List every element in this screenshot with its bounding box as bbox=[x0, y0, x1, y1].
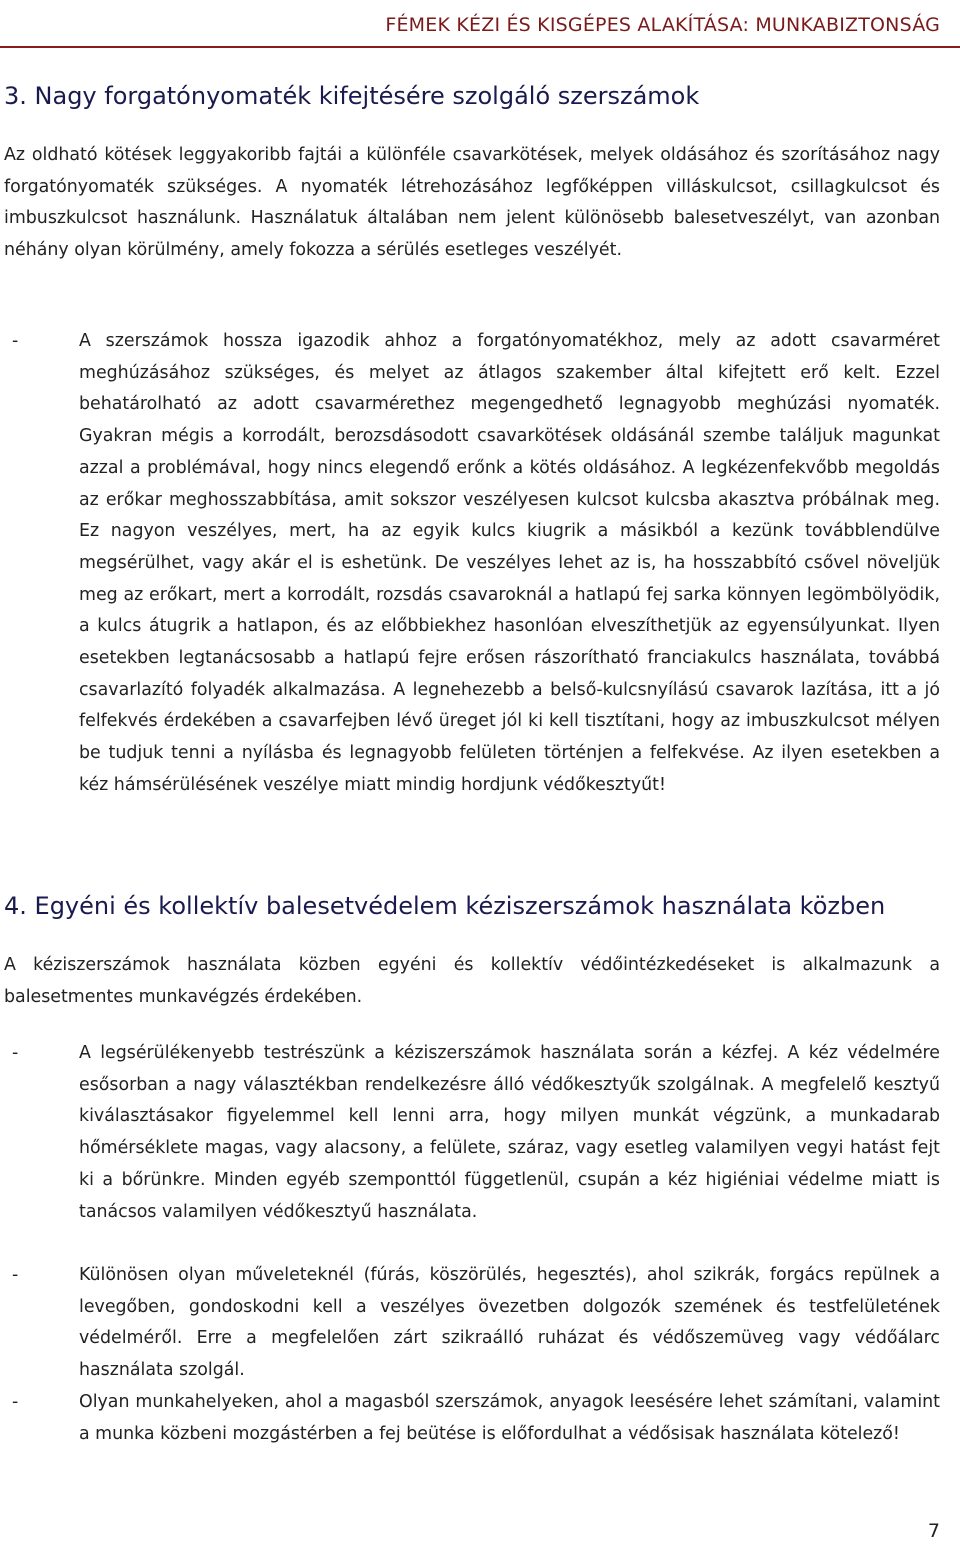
bullet-dash: - bbox=[12, 331, 19, 351]
section-4-title: 4. Egyéni és kollektív balesetvédelem kéziszerszámok használata közben bbox=[4, 892, 886, 920]
bullet-dash: - bbox=[12, 1392, 19, 1412]
bullet-text: Különösen olyan műveleteknél (fúrás, köszörülés, hegesztés), ahol szikrák, forgács repülnek a levegőben, gondoskodni kell a veszélyes övezetben dolgozók szemének és testfelületének védelméről. Erre a megfelelően zárt szikraálló ruházat és védőszemüveg vagy védőálarc használata szolgál. bbox=[79, 1265, 940, 1381]
running-header: FÉMEK KÉZI ÉS KISGÉPES ALAKÍTÁSA: MUNKABIZTONSÁG bbox=[385, 14, 940, 36]
header-rule bbox=[0, 46, 960, 48]
section-3-intro: Az oldható kötések leggyakoribb fajtái a különféle csavarkötések, melyek oldásához és szorításához nagy forgatónyomaték szükséges. A nyomaték létrehozásához legfőképpen villáskulcsot, csillagkulcsot és imbuszkulcsot használunk. Használatuk általában nem jelent különösebb balesetveszélyt, van azonban néhány olyan körülmény, amely fokozza a sérülés esetleges veszélyét. bbox=[4, 145, 940, 261]
bullet-text: A szerszámok hossza igazodik ahhoz a forgatónyomatékhoz, mely az adott csavarméret meghúzásához szükséges, és melyet az átlagos szakember által kifejtett erő kelt. Ezzel behatárolható az adott csavarmérethez megengedhető legnagyobb meghúzási nyomaték. Gyakran mégis a korrodált, berozsdásodott csavarkötések oldásánál szembe találjuk magunkat azzal a problémával, hogy nincs elegendő erőnk a kötés oldásához. A legkézenfekvőbb megoldás az erőkar meghosszabbítása, amit sokszor veszélyesen kulcsot kulcsba akasztva próbálnak meg. Ez nagyon veszélyes, mert, ha az egyik kulcs kiugrik a másikból a kezünk továbblendülve megsérülhet, vagy akár el is eshetünk. De veszélyes lehet az is, ha hosszabbító csővel növeljük meg az erőkart, mert a korrodált, rozsdás csavaroknál a hatlapú fej sarka könnyen legömbölyödik, a kulcs átugrik a hatlapon, és az előbbiekhez hasonlóan elveszíthetjük az egyensúlyunkat. Ilyen esetekben legtanácsosabb a hatlapú fejre erősen rászorítható franciakulcs használata, továbbá csavarlazító folyadék alkalmazása. A legnehezebb a belső-kulcsnyílású csavarok lazítása, itt a jó felfekvés érdekében a csavarfejben lévő üreget jól ki kell tisztítani, hogy az imbuszkulcsot mélyen be tudjuk tenni a nyílásba és legnagyobb felületen történjen a felfekvése. Az ilyen esetekben a kéz hámsérülésének veszélye miatt mindig hordjunk védőkesztyűt! bbox=[79, 331, 940, 795]
bullet-dash: - bbox=[12, 1043, 19, 1063]
section-3-title: 3. Nagy forgatónyomaték kifejtésére szolgáló szerszámok bbox=[4, 82, 700, 110]
bullet-text: A legsérülékenyebb testrészünk a kéziszerszámok használata során a kézfej. A kéz védelmére esősorban a nagy választékban rendelkezésre álló védőkesztyűk szolgálnak. A megfelelő kesztyű kiválasztásakor figyelemmel kell lenni arra, hogy milyen munkát végzünk, a munkadarab hőmérséklete magas, vagy alacsony, a felülete, száraz, vagy esetleg valamilyen vegyi hatást fejt ki a bőrünkre. Minden egyéb szemponttól függetlenül, csupán a kéz higiéniai védelme miatt is tanácsos valamilyen védőkesztyű használata. bbox=[79, 1043, 940, 1222]
bullet-text: Olyan munkahelyeken, ahol a magasból szerszámok, anyagok leesésére lehet számítani, valamint a munka közbeni mozgástérben a fej beütése is előfordulhat a védősisak használata kötelező! bbox=[79, 1392, 940, 1444]
page-number: 7 bbox=[927, 1520, 940, 1542]
section-4-intro: A kéziszerszámok használata közben egyéni és kollektív védőintézkedéseket is alkalmazunk a balesetmentes munkavégzés érdekében. bbox=[4, 955, 940, 1007]
bullet-dash: - bbox=[12, 1265, 19, 1285]
